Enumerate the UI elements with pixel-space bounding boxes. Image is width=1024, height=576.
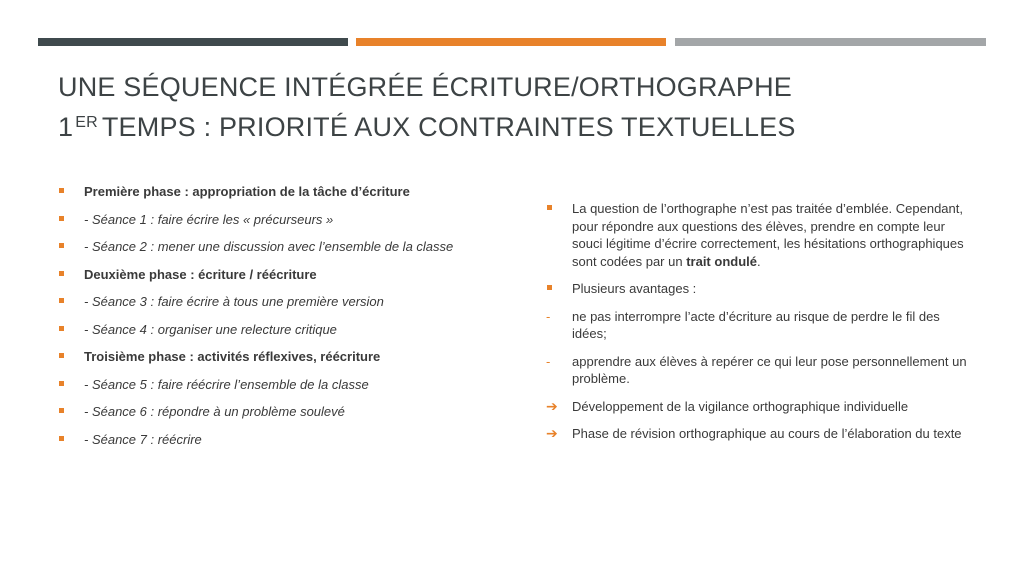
list-item-text: ne pas interrompre l’acte d’écriture au risque de perdre le fil des idées;: [572, 308, 940, 341]
square-bullet-icon: [59, 298, 64, 303]
list-item: [546, 308, 976, 343]
emphasis-text: trait ondulé: [686, 253, 757, 269]
list-item: [58, 183, 478, 201]
list-item-text: - Séance 5 : faire réécrire l’ensemble de la classe: [84, 376, 369, 392]
title-line-1: UNE SÉQUENCE INTÉGRÉE ÉCRITURE/ORTHOGRAPHE: [58, 72, 792, 102]
list-item: [58, 238, 478, 256]
list-item: [546, 353, 976, 388]
list-item: [546, 200, 976, 270]
list-item-text: Phase de révision orthographique au cours de l’élaboration du texte: [572, 426, 962, 441]
list-item-text: - Séance 1 : faire écrire les « précurseurs »: [84, 211, 334, 227]
dash-bullet-icon: -: [546, 308, 551, 324]
square-bullet-icon: [59, 188, 64, 193]
dash-bullet-icon: -: [546, 353, 551, 369]
left-bullet-list: [58, 183, 478, 458]
list-item-text: - Séance 4 : organiser une relecture critique: [84, 321, 337, 337]
arrow-right-icon: ➔: [546, 397, 558, 414]
list-item: [58, 403, 478, 421]
list-item: [58, 321, 478, 339]
accent-bar-orange: [356, 38, 666, 46]
list-item-text: apprendre aux élèves à repérer ce qui leur pose personnellement un problème.: [572, 353, 967, 386]
title-ordinal: 1: [58, 112, 74, 142]
paragraph-text: La question de l’orthographe n’est pas traitée d’emblée. Cependant, pour répondre aux questions des élèves, prendre en compte leur souci légitime d’écrire correctement, les hésitations orthographiques sont codées par un: [572, 201, 964, 269]
slide-title: [58, 70, 978, 145]
list-item-text: Plusieurs avantages :: [572, 281, 697, 296]
list-item-text: - Séance 6 : répondre à un problème soulevé: [84, 404, 345, 419]
arrow-right-icon: ➔: [546, 425, 558, 441]
square-bullet-icon: [59, 243, 64, 248]
list-item: [546, 280, 976, 298]
title-line-2-text: TEMPS : PRIORITÉ AUX CONTRAINTES TEXTUELLES: [101, 112, 796, 142]
square-bullet-icon: [59, 353, 64, 358]
square-bullet-icon: [547, 285, 552, 290]
square-bullet-icon: [59, 216, 64, 221]
list-item: [58, 376, 478, 394]
list-item: [58, 293, 478, 311]
paragraph-end: .: [756, 253, 761, 269]
square-bullet-icon: [59, 326, 64, 331]
list-item: [58, 266, 478, 284]
list-item: [58, 431, 478, 449]
list-item: [58, 211, 478, 229]
list-item-text: Première phase : appropriation de la tâche d’écriture: [84, 184, 410, 199]
list-item-text: Troisième phase : activités réflexives, réécriture: [84, 349, 381, 364]
list-item: [546, 425, 976, 443]
accent-bar-grey: [675, 38, 986, 46]
list-item-text: Développement de la vigilance orthographique individuelle: [572, 398, 909, 414]
square-bullet-icon: [59, 271, 64, 276]
square-bullet-icon: [59, 436, 64, 441]
list-item: [546, 398, 976, 416]
list-item-text: Deuxième phase : écriture / réécriture: [84, 266, 317, 282]
accent-bar-dark: [38, 38, 348, 46]
title-ordinal-suffix: ER: [75, 114, 98, 131]
title-line-2: [58, 105, 978, 145]
square-bullet-icon: [59, 408, 64, 413]
list-item-text: - Séance 7 : réécrire: [84, 431, 202, 447]
list-item: [58, 348, 478, 366]
square-bullet-icon: [59, 381, 64, 386]
list-item-text: - Séance 3 : faire écrire à tous une première version: [84, 294, 384, 309]
square-bullet-icon: [547, 205, 552, 210]
right-bullet-list: [546, 200, 976, 453]
list-item-text: - Séance 2 : mener une discussion avec l’ensemble de la classe: [84, 239, 454, 254]
